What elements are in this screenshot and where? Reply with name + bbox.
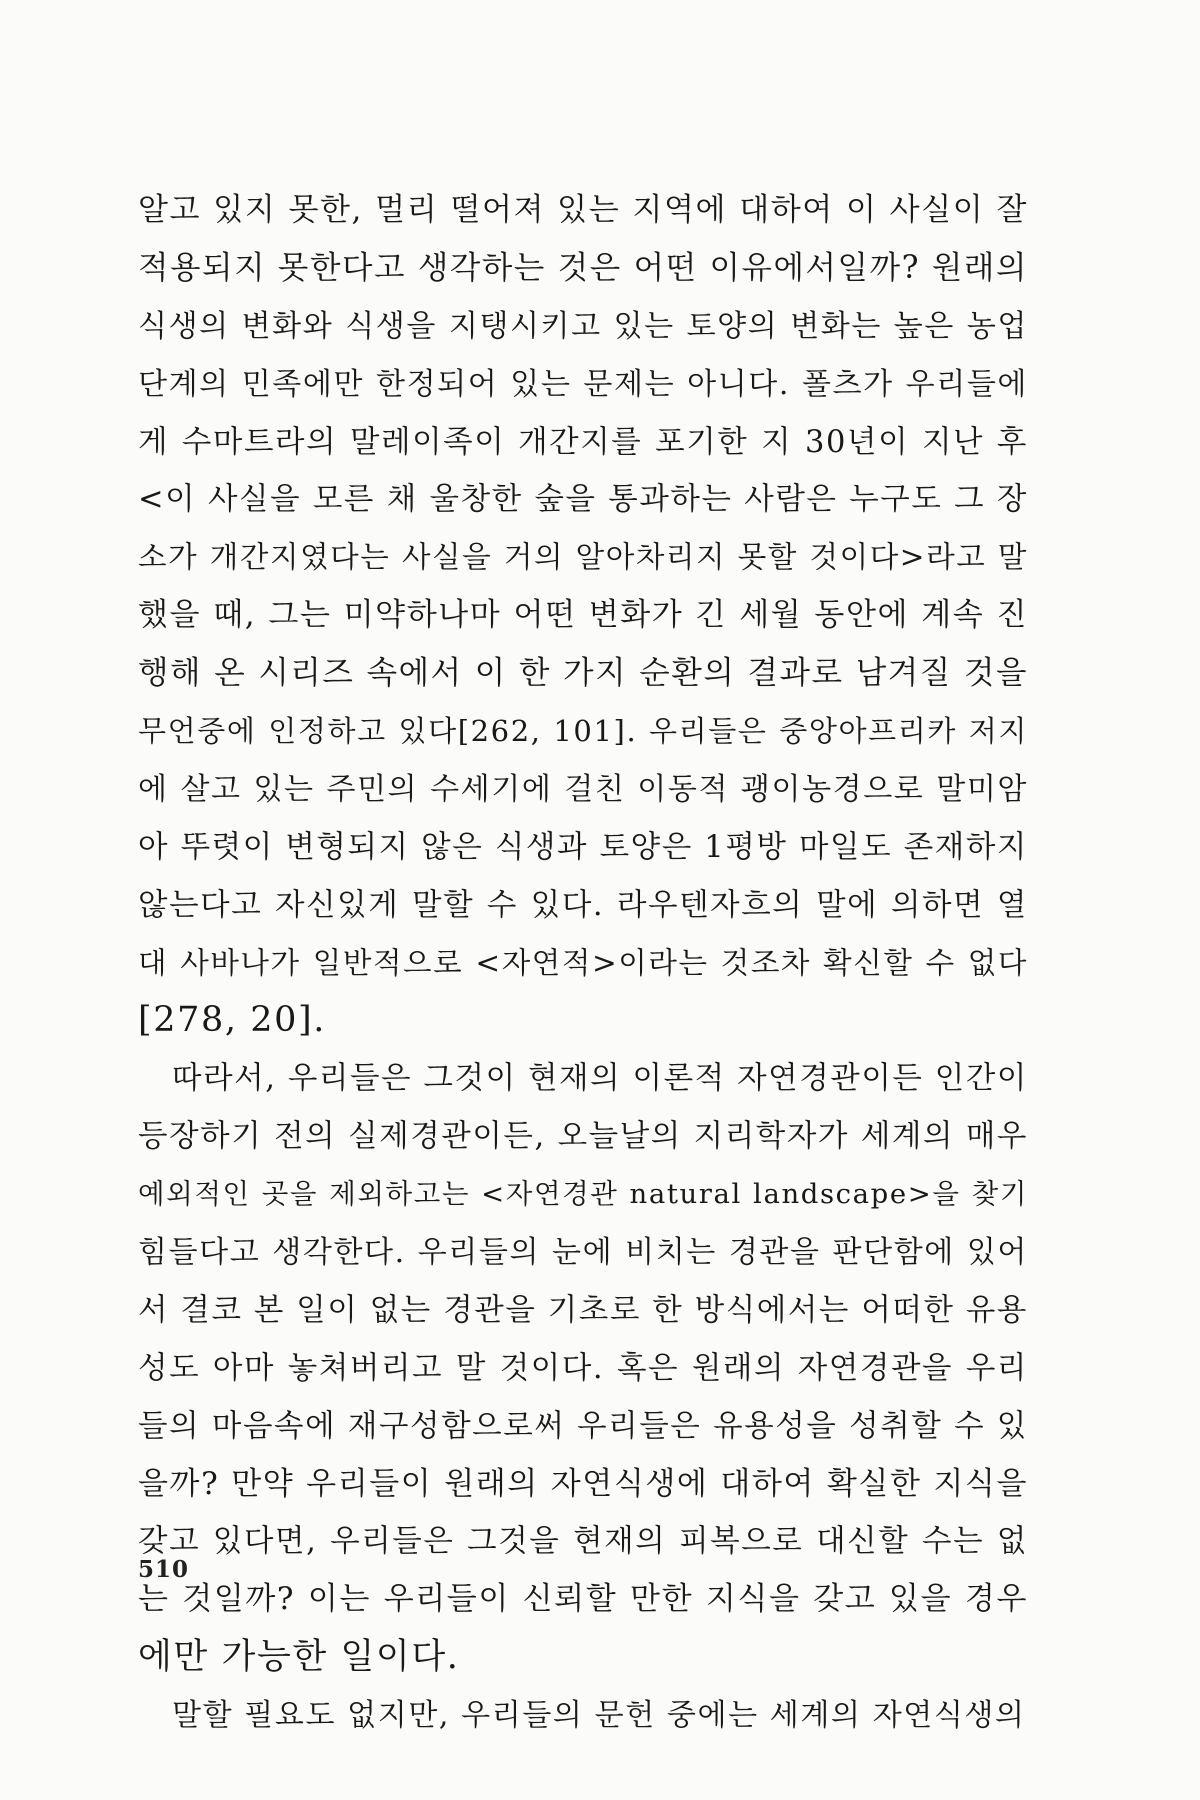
text-line: 대 사바나가 일반적으로 <자연적>이라는 것조차 확신할 수 없다 [138, 945, 1028, 980]
text-line: 성도 아마 놓쳐버리고 말 것이다. 혹은 원래의 자연경관을 우리 [138, 1350, 1028, 1386]
text-line: 을까? 만약 우리들이 원래의 자연식생에 대하여 확실한 지식을 [138, 1465, 1028, 1502]
text-line: 서 결코 본 일이 없는 경관을 기초로 한 방식에서는 어떠한 유용 [138, 1292, 1028, 1328]
page-number: 510 [138, 1556, 190, 1583]
text-line: 식생의 변화와 식생을 지탱시키고 있는 토양의 변화는 높은 농업 [138, 308, 1028, 344]
text-line: 따라서, 우리들은 그것이 현재의 이론적 자연경관이든 인간이 [172, 1061, 1028, 1097]
text-line: 에만 가능한 일이다. [138, 1637, 460, 1678]
text-line: 소가 개간지였다는 사실을 거의 알아차리지 못할 것이다>라고 말 [138, 540, 1028, 575]
text-line: 아 뚜렷이 변형되지 않은 식생과 토양은 1평방 마일도 존재하지 [138, 829, 1028, 865]
text-line: 적용되지 못한다고 생각하는 것은 어떤 이유에서일까? 원래의 [138, 249, 1028, 286]
text-line: 말할 필요도 없지만, 우리들의 문헌 중에는 세계의 자연식생의 [172, 1698, 1026, 1734]
text-line: 예외적인 곳을 제외하고는 <자연경관 natural landscape>을 찾기 [138, 1178, 1028, 1211]
text-line: 행해 온 시리즈 속에서 이 한 가지 순환의 결과로 남겨질 것을 [138, 655, 1028, 692]
text-line: 무언중에 인정하고 있다[262, 101]. 우리들은 중앙아프리카 저지 [138, 714, 1028, 749]
text-line: 는 것일까? 이는 우리들이 신뢰할 만한 지식을 갖고 있을 경우 [138, 1581, 1028, 1618]
text-line: 않는다고 자신있게 말할 수 있다. 라우텐자흐의 말에 의하면 열 [138, 887, 1028, 923]
text-line: <이 사실을 모른 채 울창한 숲을 통과하는 사람은 누구도 그 장 [138, 482, 1028, 518]
text-line: 게 수마트라의 말레이족이 개간지를 포기한 지 30년이 지난 후 [138, 424, 1028, 460]
text-line: 갖고 있다면, 우리들은 그것을 현재의 피복으로 대신할 수는 없 [138, 1524, 1028, 1560]
text-line: 단계의 민족에만 한정되어 있는 문제는 아니다. 폴츠가 우리들에 [138, 366, 1028, 402]
body-text [138, 182, 1028, 1745]
text-line: 에 살고 있는 주민의 수세기에 걸친 이동적 괭이농경으로 말미암 [138, 771, 1028, 807]
text-line: [278, 20]. [138, 1000, 327, 1041]
text-line: 했을 때, 그는 미약하나마 어떤 변화가 긴 세월 동안에 계속 진 [138, 597, 1028, 634]
text-line: 등장하기 전의 실제경관이든, 오늘날의 지리학자가 세계의 매우 [138, 1119, 1028, 1155]
text-line: 알고 있지 못한, 멀리 떨어져 있는 지역에 대하여 이 사실이 잘 [138, 192, 1028, 228]
text-line: 힘들다고 생각한다. 우리들의 눈에 비치는 경관을 판단함에 있어 [138, 1235, 1028, 1271]
text-line: 들의 마음속에 재구성함으로써 우리들은 유용성을 성취할 수 있 [138, 1408, 1028, 1444]
